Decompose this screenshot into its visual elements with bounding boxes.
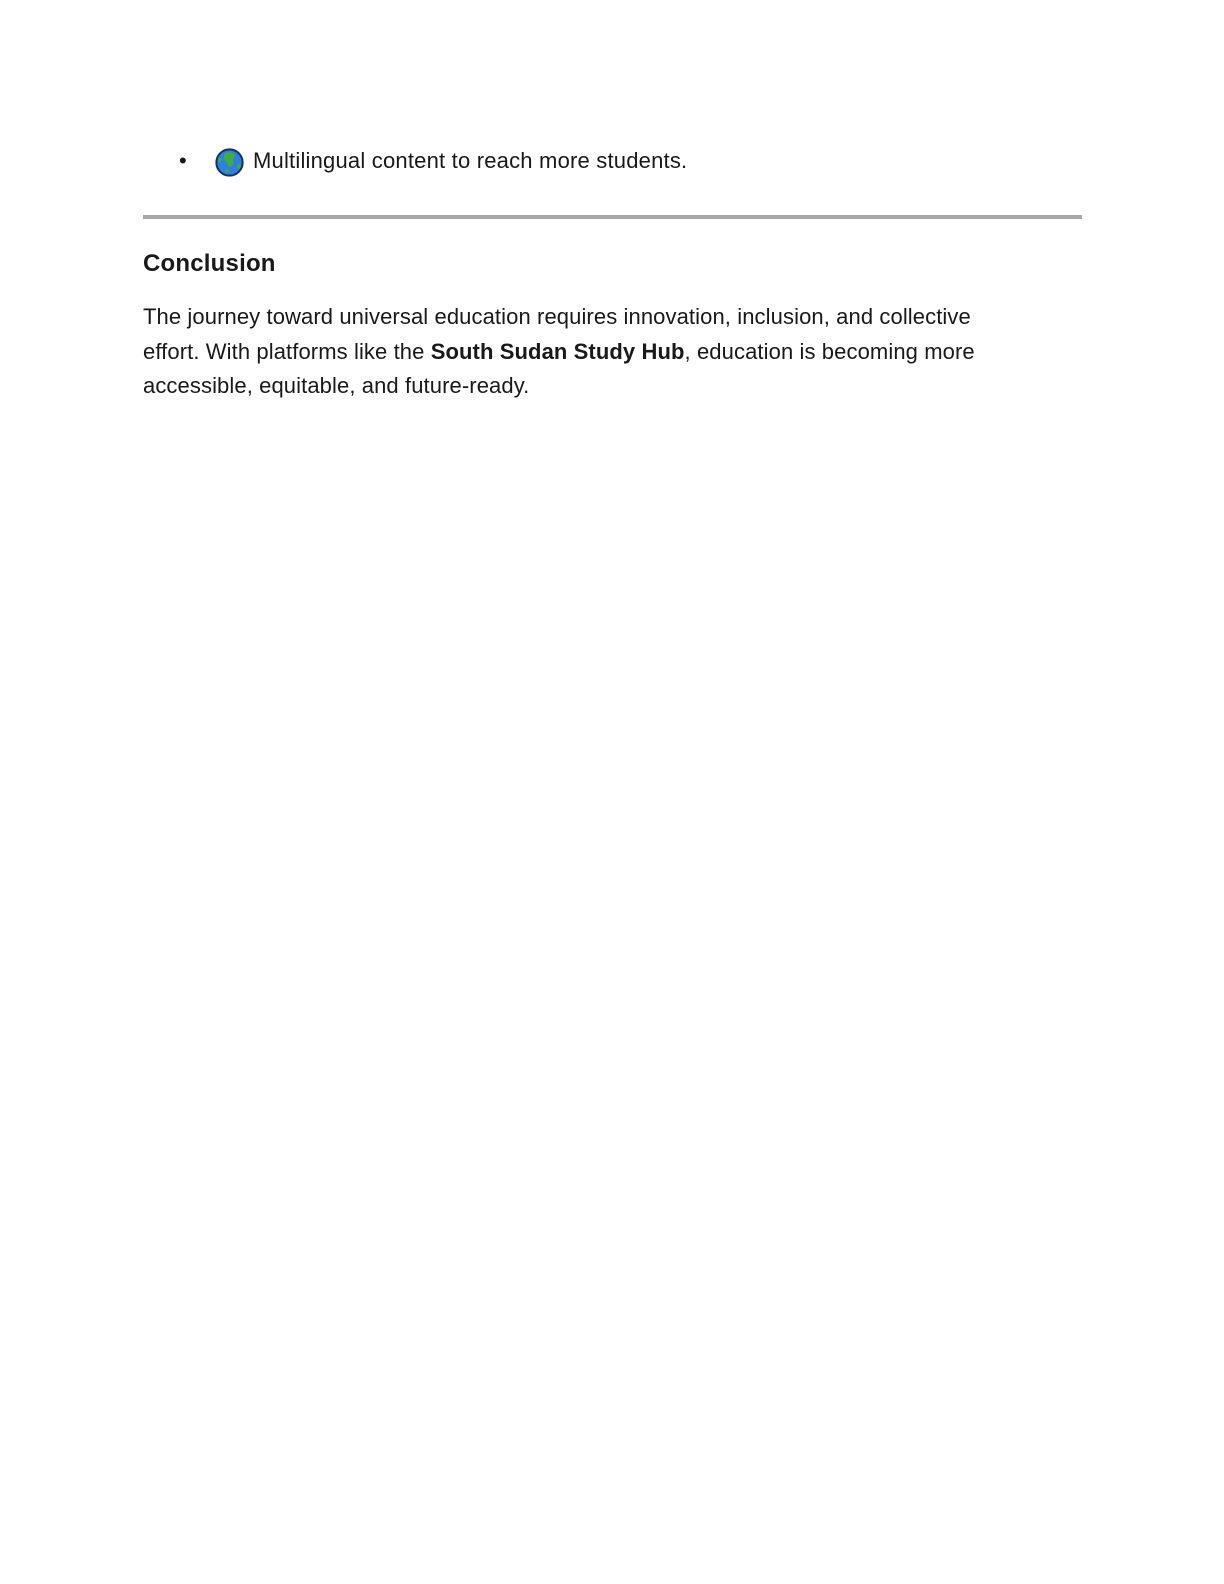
paragraph-text-after: , education is becoming more accessible, equitable, and future-ready. <box>143 338 975 398</box>
conclusion-paragraph <box>143 300 1028 404</box>
bullet-marker: • <box>179 148 187 173</box>
bullet-list <box>143 146 1082 176</box>
paragraph-text-before: The journey toward universal education requires innovation, inclusion, and collective effort. With platforms like the <box>143 304 971 364</box>
conclusion-heading: Conclusion <box>143 250 276 277</box>
list-item <box>143 146 1082 176</box>
globe-earth-emoji-icon <box>215 148 244 177</box>
paragraph-bold-phrase: South Sudan Study Hub <box>430 338 685 364</box>
list-item-text: Multilingual content to reach more students. <box>253 148 688 173</box>
document-content <box>143 146 1082 404</box>
horizontal-divider <box>143 215 1082 219</box>
